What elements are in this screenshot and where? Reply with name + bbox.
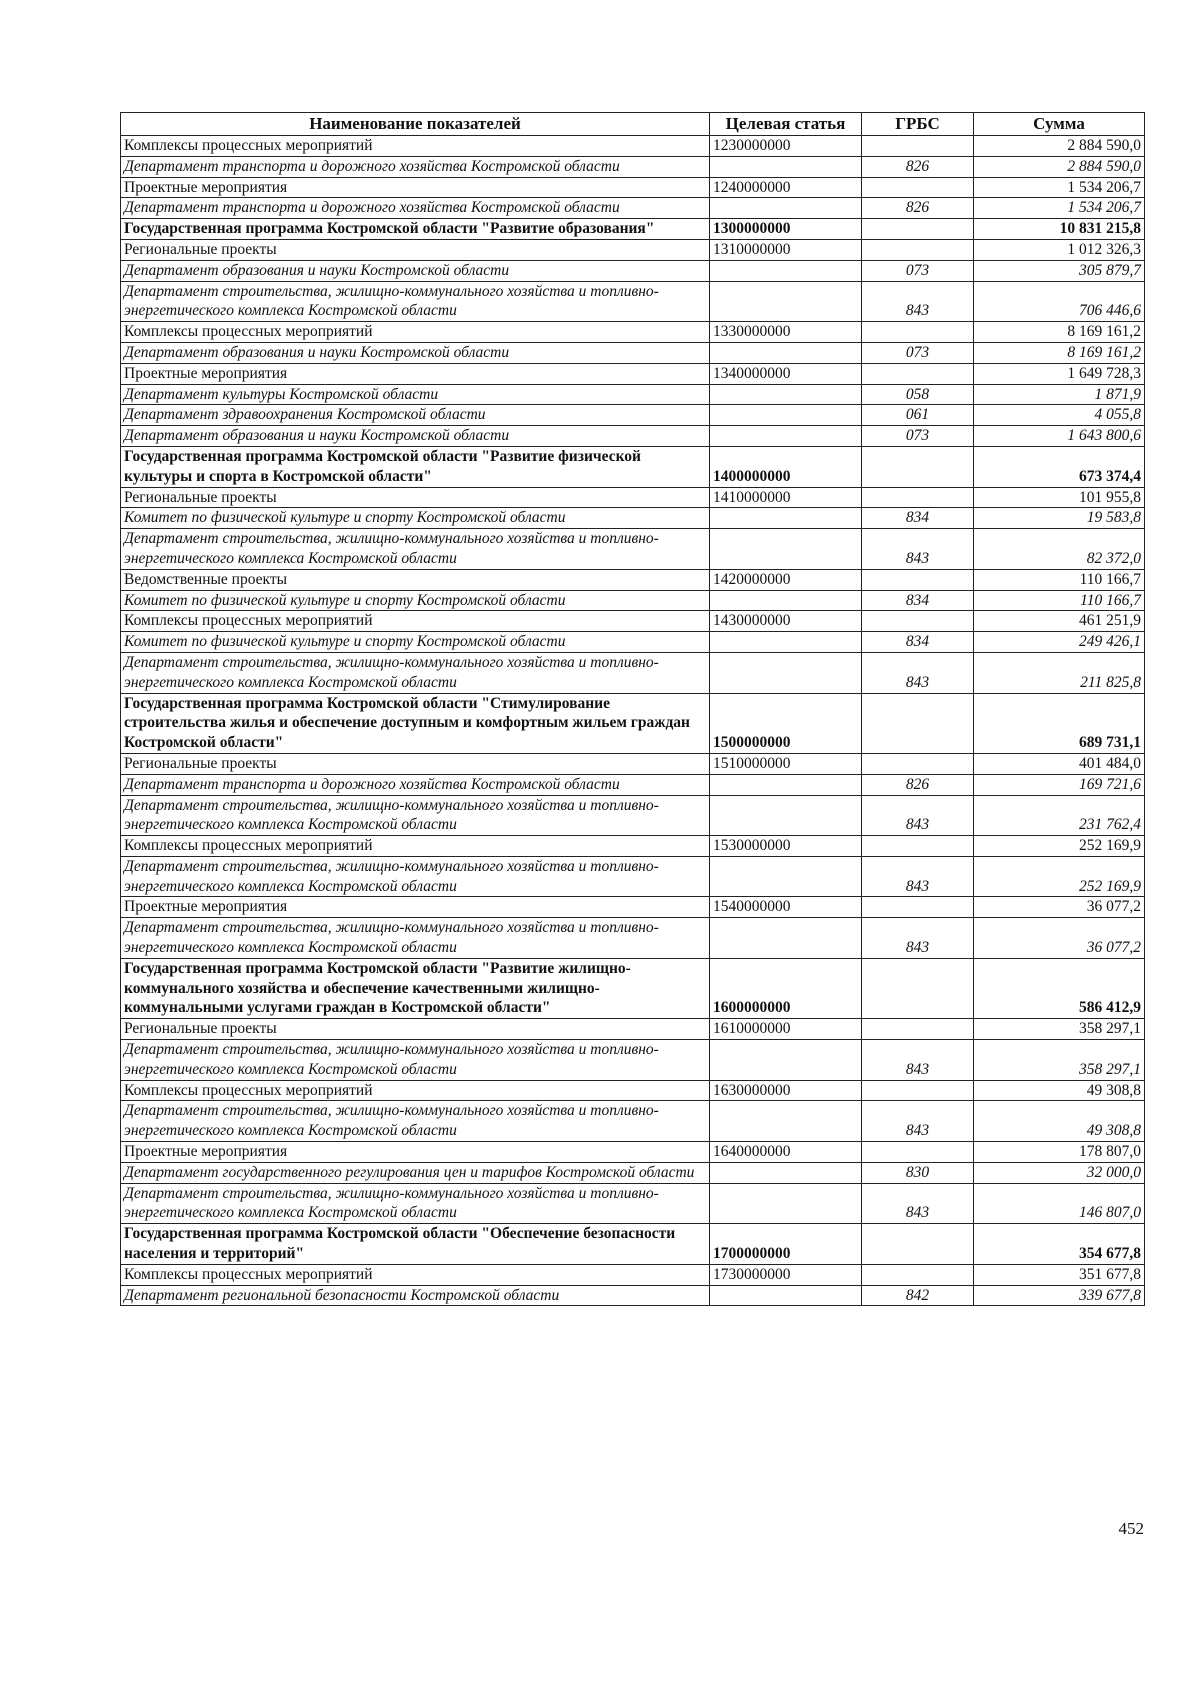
table-row: [121, 487, 1145, 508]
cell-sum: 110 166,7: [974, 569, 1145, 590]
table-row: [121, 239, 1145, 260]
cell-grbs: 073: [862, 342, 974, 363]
cell-sum: 401 484,0: [974, 753, 1145, 774]
cell-grbs: [862, 1264, 974, 1285]
cell-grbs: 834: [862, 590, 974, 611]
cell-grbs: [862, 693, 974, 753]
table-row: [121, 753, 1145, 774]
cell-target: 1500000000: [710, 693, 862, 753]
cell-grbs: [862, 1224, 974, 1265]
cell-name: Государственная программа Костромской области "Обеспечение безопасности населения и территорий": [121, 1224, 710, 1265]
cell-name: Комплексы процессных мероприятий: [121, 836, 710, 857]
cell-name: Департамент строительства, жилищно-коммунального хозяйства и топливно-энергетического комплекса Костромской области: [121, 652, 710, 693]
table-row: [121, 774, 1145, 795]
cell-grbs: 842: [862, 1285, 974, 1306]
cell-target: [710, 198, 862, 219]
cell-name: Региональные проекты: [121, 239, 710, 260]
cell-sum: 36 077,2: [974, 897, 1145, 918]
table-row: [121, 632, 1145, 653]
cell-sum: 8 169 161,2: [974, 342, 1145, 363]
cell-target: 1610000000: [710, 1019, 862, 1040]
page-number: 452: [1118, 1519, 1144, 1538]
cell-grbs: [862, 836, 974, 857]
cell-grbs: 826: [862, 198, 974, 219]
cell-grbs: 826: [862, 156, 974, 177]
cell-sum: 82 372,0: [974, 529, 1145, 570]
cell-name: Департамент транспорта и дорожного хозяйства Костромской области: [121, 156, 710, 177]
cell-name: Комитет по физической культуре и спорту Костромской области: [121, 508, 710, 529]
cell-target: 1540000000: [710, 897, 862, 918]
table-row: [121, 219, 1145, 240]
header-target: Целевая статья: [710, 113, 862, 136]
cell-name: Департамент образования и науки Костромской области: [121, 426, 710, 447]
table-row: [121, 693, 1145, 753]
cell-grbs: 843: [862, 281, 974, 322]
cell-target: [710, 1183, 862, 1224]
cell-target: 1510000000: [710, 753, 862, 774]
table-row: [121, 156, 1145, 177]
table-row: [121, 363, 1145, 384]
cell-grbs: 073: [862, 260, 974, 281]
header-sum: Сумма: [974, 113, 1145, 136]
table-row: [121, 569, 1145, 590]
cell-target: 1230000000: [710, 136, 862, 157]
table-row: [121, 1040, 1145, 1081]
cell-name: Государственная программа Костромской области "Стимулирование строительства жилья и обеспечение доступным и комфортным жильем граждан Костромской области": [121, 693, 710, 753]
cell-target: [710, 1162, 862, 1183]
cell-grbs: [862, 219, 974, 240]
cell-sum: 178 807,0: [974, 1142, 1145, 1163]
cell-name: Проектные мероприятия: [121, 897, 710, 918]
cell-grbs: 830: [862, 1162, 974, 1183]
cell-name: Департамент культуры Костромской области: [121, 384, 710, 405]
cell-grbs: 073: [862, 426, 974, 447]
cell-grbs: [862, 1142, 974, 1163]
table-row: [121, 1142, 1145, 1163]
header-name: Наименование показателей: [121, 113, 710, 136]
cell-name: Комитет по физической культуре и спорту Костромской области: [121, 590, 710, 611]
cell-sum: 101 955,8: [974, 487, 1145, 508]
cell-name: Департамент образования и науки Костромской области: [121, 260, 710, 281]
cell-grbs: [862, 897, 974, 918]
cell-sum: 689 731,1: [974, 693, 1145, 753]
cell-name: Департамент строительства, жилищно-коммунального хозяйства и топливно-энергетического комплекса Костромской области: [121, 918, 710, 959]
cell-target: 1330000000: [710, 322, 862, 343]
table-row: [121, 405, 1145, 426]
cell-sum: 146 807,0: [974, 1183, 1145, 1224]
cell-name: Проектные мероприятия: [121, 177, 710, 198]
cell-sum: 1 649 728,3: [974, 363, 1145, 384]
cell-target: [710, 1040, 862, 1081]
cell-target: [710, 1285, 862, 1306]
cell-grbs: [862, 611, 974, 632]
cell-target: 1310000000: [710, 239, 862, 260]
cell-target: [710, 856, 862, 897]
cell-target: 1340000000: [710, 363, 862, 384]
table-row: [121, 322, 1145, 343]
cell-target: 1430000000: [710, 611, 862, 632]
cell-grbs: [862, 239, 974, 260]
table-row: [121, 836, 1145, 857]
cell-sum: 249 426,1: [974, 632, 1145, 653]
cell-name: Департамент транспорта и дорожного хозяйства Костромской области: [121, 774, 710, 795]
cell-target: 1700000000: [710, 1224, 862, 1265]
cell-target: [710, 342, 862, 363]
cell-grbs: [862, 753, 974, 774]
cell-target: [710, 795, 862, 836]
cell-target: [710, 632, 862, 653]
cell-sum: 305 879,7: [974, 260, 1145, 281]
cell-name: Департамент здравоохранения Костромской области: [121, 405, 710, 426]
cell-target: 1640000000: [710, 1142, 862, 1163]
table-row: [121, 1264, 1145, 1285]
cell-grbs: [862, 322, 974, 343]
cell-grbs: 843: [862, 529, 974, 570]
cell-name: Проектные мероприятия: [121, 1142, 710, 1163]
cell-target: [710, 918, 862, 959]
cell-sum: 1 012 326,3: [974, 239, 1145, 260]
cell-target: [710, 281, 862, 322]
cell-name: Комплексы процессных мероприятий: [121, 1080, 710, 1101]
cell-target: [710, 156, 862, 177]
cell-sum: 461 251,9: [974, 611, 1145, 632]
cell-sum: 252 169,9: [974, 836, 1145, 857]
cell-grbs: 843: [862, 856, 974, 897]
cell-name: Департамент образования и науки Костромской области: [121, 342, 710, 363]
cell-grbs: 843: [862, 652, 974, 693]
cell-name: Департамент строительства, жилищно-коммунального хозяйства и топливно-энергетического комплекса Костромской области: [121, 281, 710, 322]
cell-sum: 2 884 590,0: [974, 136, 1145, 157]
cell-grbs: [862, 958, 974, 1018]
table-row: [121, 897, 1145, 918]
cell-grbs: [862, 136, 974, 157]
cell-name: Комплексы процессных мероприятий: [121, 136, 710, 157]
cell-grbs: 826: [862, 774, 974, 795]
cell-name: Департамент строительства, жилищно-коммунального хозяйства и топливно-энергетического комплекса Костромской области: [121, 1101, 710, 1142]
header-grbs: ГРБС: [862, 113, 974, 136]
table-row: [121, 1019, 1145, 1040]
cell-grbs: 061: [862, 405, 974, 426]
cell-sum: 49 308,8: [974, 1080, 1145, 1101]
cell-grbs: [862, 363, 974, 384]
cell-grbs: [862, 446, 974, 487]
cell-sum: 110 166,7: [974, 590, 1145, 611]
cell-target: 1420000000: [710, 569, 862, 590]
cell-name: Комплексы процессных мероприятий: [121, 1264, 710, 1285]
cell-grbs: [862, 1019, 974, 1040]
cell-grbs: 843: [862, 1183, 974, 1224]
cell-sum: 358 297,1: [974, 1019, 1145, 1040]
table-row: [121, 260, 1145, 281]
cell-target: [710, 260, 862, 281]
table-row: [121, 958, 1145, 1018]
cell-target: [710, 384, 862, 405]
table-row: [121, 1080, 1145, 1101]
cell-target: 1400000000: [710, 446, 862, 487]
table-row: [121, 177, 1145, 198]
cell-target: [710, 529, 862, 570]
cell-grbs: [862, 569, 974, 590]
table-row: [121, 611, 1145, 632]
table-row: [121, 198, 1145, 219]
table-row: [121, 1285, 1145, 1306]
cell-target: [710, 590, 862, 611]
table-row: [121, 342, 1145, 363]
cell-sum: 19 583,8: [974, 508, 1145, 529]
cell-sum: 4 055,8: [974, 405, 1145, 426]
table-row: [121, 918, 1145, 959]
table-row: [121, 446, 1145, 487]
cell-sum: 351 677,8: [974, 1264, 1145, 1285]
cell-grbs: 843: [862, 1040, 974, 1081]
table-row: [121, 652, 1145, 693]
table-row: [121, 795, 1145, 836]
cell-target: 1410000000: [710, 487, 862, 508]
table-row: [121, 590, 1145, 611]
table-row: [121, 426, 1145, 447]
table-row: [121, 1101, 1145, 1142]
cell-name: Департамент транспорта и дорожного хозяйства Костромской области: [121, 198, 710, 219]
cell-target: 1530000000: [710, 836, 862, 857]
table-row: [121, 384, 1145, 405]
cell-name: Государственная программа Костромской области "Развитие жилищно-коммунального хозяйства и обеспечение качественными жилищно-коммунальными услугами граждан в Костромской области": [121, 958, 710, 1018]
cell-sum: 252 169,9: [974, 856, 1145, 897]
cell-target: 1730000000: [710, 1264, 862, 1285]
cell-name: Департамент государственного регулирования цен и тарифов Костромской области: [121, 1162, 710, 1183]
cell-name: Комитет по физической культуре и спорту Костромской области: [121, 632, 710, 653]
cell-grbs: 834: [862, 508, 974, 529]
cell-name: Региональные проекты: [121, 1019, 710, 1040]
cell-name: Департамент строительства, жилищно-коммунального хозяйства и топливно-энергетического комплекса Костромской области: [121, 795, 710, 836]
cell-target: [710, 1101, 862, 1142]
cell-target: 1240000000: [710, 177, 862, 198]
cell-target: 1300000000: [710, 219, 862, 240]
cell-sum: 1 643 800,6: [974, 426, 1145, 447]
cell-name: Департамент строительства, жилищно-коммунального хозяйства и топливно-энергетического комплекса Костромской области: [121, 1183, 710, 1224]
cell-sum: 169 721,6: [974, 774, 1145, 795]
table-row: [121, 856, 1145, 897]
cell-sum: 706 446,6: [974, 281, 1145, 322]
cell-grbs: 843: [862, 918, 974, 959]
cell-name: Региональные проекты: [121, 753, 710, 774]
cell-grbs: 834: [862, 632, 974, 653]
cell-name: Департамент строительства, жилищно-коммунального хозяйства и топливно-энергетического комплекса Костромской области: [121, 529, 710, 570]
cell-name: Комплексы процессных мероприятий: [121, 322, 710, 343]
cell-target: [710, 652, 862, 693]
cell-grbs: 843: [862, 795, 974, 836]
cell-target: 1600000000: [710, 958, 862, 1018]
table-header-row: [121, 113, 1145, 136]
cell-name: Государственная программа Костромской области "Развитие образования": [121, 219, 710, 240]
cell-sum: 8 169 161,2: [974, 322, 1145, 343]
cell-grbs: [862, 1080, 974, 1101]
table-row: [121, 508, 1145, 529]
cell-grbs: [862, 487, 974, 508]
cell-target: 1630000000: [710, 1080, 862, 1101]
cell-sum: 673 374,4: [974, 446, 1145, 487]
table-row: [121, 1183, 1145, 1224]
cell-name: Департамент региональной безопасности Костромской области: [121, 1285, 710, 1306]
cell-grbs: 058: [862, 384, 974, 405]
cell-name: Региональные проекты: [121, 487, 710, 508]
cell-sum: 1 534 206,7: [974, 177, 1145, 198]
cell-sum: 36 077,2: [974, 918, 1145, 959]
table-row: [121, 529, 1145, 570]
cell-target: [710, 508, 862, 529]
cell-name: Государственная программа Костромской области "Развитие физической культуры и спорта в Костромской области": [121, 446, 710, 487]
cell-sum: 49 308,8: [974, 1101, 1145, 1142]
cell-sum: 586 412,9: [974, 958, 1145, 1018]
cell-sum: 1 871,9: [974, 384, 1145, 405]
cell-sum: 211 825,8: [974, 652, 1145, 693]
cell-sum: 358 297,1: [974, 1040, 1145, 1081]
cell-name: Ведомственные проекты: [121, 569, 710, 590]
cell-target: [710, 405, 862, 426]
cell-sum: 32 000,0: [974, 1162, 1145, 1183]
cell-target: [710, 426, 862, 447]
table-row: [121, 136, 1145, 157]
table-row: [121, 1162, 1145, 1183]
table-row: [121, 1224, 1145, 1265]
cell-sum: 231 762,4: [974, 795, 1145, 836]
cell-sum: 354 677,8: [974, 1224, 1145, 1265]
cell-sum: 2 884 590,0: [974, 156, 1145, 177]
cell-sum: 10 831 215,8: [974, 219, 1145, 240]
cell-grbs: 843: [862, 1101, 974, 1142]
cell-name: Комплексы процессных мероприятий: [121, 611, 710, 632]
table-row: [121, 281, 1145, 322]
cell-name: Департамент строительства, жилищно-коммунального хозяйства и топливно-энергетического комплекса Костромской области: [121, 1040, 710, 1081]
cell-target: [710, 774, 862, 795]
budget-table: [120, 112, 1145, 1306]
cell-grbs: [862, 177, 974, 198]
cell-sum: 1 534 206,7: [974, 198, 1145, 219]
cell-name: Департамент строительства, жилищно-коммунального хозяйства и топливно-энергетического комплекса Костромской области: [121, 856, 710, 897]
cell-sum: 339 677,8: [974, 1285, 1145, 1306]
cell-name: Проектные мероприятия: [121, 363, 710, 384]
